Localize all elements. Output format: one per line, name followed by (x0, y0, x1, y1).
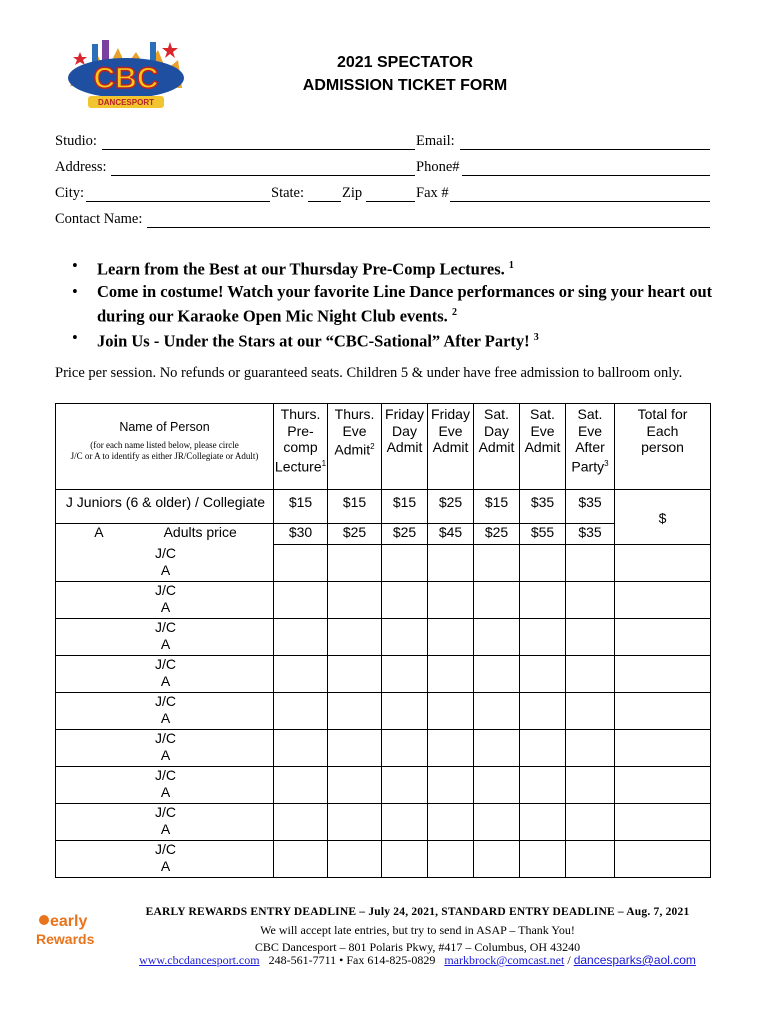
entry-name-cell[interactable] (56, 767, 274, 804)
price-cell: $25 (428, 490, 474, 524)
entry-session-cell[interactable] (474, 767, 520, 804)
entry-session-cell[interactable] (520, 619, 566, 656)
entry-session-cell[interactable] (274, 582, 328, 619)
state-field[interactable] (308, 185, 341, 202)
adult-option[interactable]: A (160, 636, 171, 652)
entry-session-cell[interactable] (274, 656, 328, 693)
jc-option[interactable]: J/C (155, 693, 176, 709)
price-cell: $35 (566, 524, 615, 545)
entry-session-cell[interactable] (274, 804, 328, 841)
adult-option[interactable]: A (160, 710, 171, 726)
entry-session-cell[interactable] (428, 767, 474, 804)
col-friday-eve: Friday Eve Admit (428, 404, 474, 490)
entry-total-cell[interactable] (615, 804, 711, 841)
adult-option[interactable]: A (160, 784, 171, 800)
price-cell: $45 (428, 524, 474, 545)
entry-session-cell[interactable] (382, 582, 428, 619)
entry-row (56, 730, 711, 767)
phone-label: Phone# (416, 159, 460, 175)
adult-option[interactable]: A (160, 673, 171, 689)
entry-session-cell[interactable] (274, 841, 328, 878)
entry-session-cell[interactable] (382, 619, 428, 656)
entry-total-cell[interactable] (615, 582, 711, 619)
entry-session-cell[interactable] (328, 656, 382, 693)
entry-session-cell[interactable] (428, 804, 474, 841)
entry-name-cell[interactable] (56, 693, 274, 730)
entry-session-cell[interactable] (428, 582, 474, 619)
entry-session-cell[interactable] (474, 582, 520, 619)
entry-session-cell[interactable] (520, 693, 566, 730)
contact-line (85, 953, 750, 968)
price-cell: $15 (474, 490, 520, 524)
contact-name-label: Contact Name: (55, 211, 143, 227)
name-header: Name of Person (for each name listed below, please circle J/C or A to identify as either JR/Collegiate or Adult) (56, 404, 274, 490)
entry-session-cell[interactable] (274, 693, 328, 730)
entry-session-cell[interactable] (474, 545, 520, 582)
price-cell: $55 (520, 524, 566, 545)
entry-total-cell[interactable] (615, 841, 711, 878)
entry-session-cell[interactable] (566, 656, 615, 693)
entry-session-cell[interactable] (382, 804, 428, 841)
entry-rows (56, 545, 711, 878)
entry-total-cell[interactable] (615, 767, 711, 804)
price-cell: $25 (474, 524, 520, 545)
entry-name-cell[interactable] (56, 582, 274, 619)
email-label: Email: (416, 133, 455, 149)
entry-session-cell[interactable] (474, 619, 520, 656)
entry-session-cell[interactable] (566, 841, 615, 878)
svg-text:early: early (50, 913, 88, 930)
zip-field[interactable] (366, 185, 415, 202)
price-cell: $15 (274, 490, 328, 524)
price-note: Price per session. No refunds or guaranteed seats. Children 5 & under have free admission to ballroom only. (55, 365, 683, 381)
entry-session-cell[interactable] (328, 619, 382, 656)
cbc-dancesport-logo (62, 38, 190, 110)
col-sat-day: Sat. Day Admit (474, 404, 520, 490)
entry-session-cell[interactable] (520, 841, 566, 878)
entry-session-cell[interactable] (566, 545, 615, 582)
entry-session-cell[interactable] (428, 693, 474, 730)
entry-session-cell[interactable] (520, 730, 566, 767)
adult-option[interactable]: A (160, 858, 171, 874)
entry-name-cell[interactable] (56, 545, 274, 582)
entry-session-cell[interactable] (428, 545, 474, 582)
entry-row (56, 656, 711, 693)
jc-option[interactable]: J/C (155, 767, 176, 783)
form-title-line1: 2021 SPECTATOR (336, 54, 474, 71)
entry-name-cell[interactable] (56, 841, 274, 878)
jc-option[interactable]: J/C (155, 544, 176, 561)
svg-text:Rewards: Rewards (36, 931, 95, 947)
entry-session-cell[interactable] (520, 767, 566, 804)
entry-session-cell[interactable] (382, 545, 428, 582)
phone-field[interactable] (462, 159, 710, 176)
entry-row (56, 619, 711, 656)
entry-total-cell[interactable] (615, 619, 711, 656)
price-cell: $15 (328, 490, 382, 524)
studio-label: Studio: (55, 133, 97, 149)
bullet-item: • Join Us - Under the Stars at our “CBC-Sational” After Party! $^3$ (72, 328, 539, 351)
form-title-line2: ADMISSION TICKET FORM (302, 77, 508, 94)
address-field[interactable] (111, 159, 415, 176)
entry-session-cell[interactable] (274, 767, 328, 804)
entry-session-cell[interactable] (328, 545, 382, 582)
entry-name-cell[interactable] (56, 804, 274, 841)
jc-option[interactable]: J/C (155, 804, 176, 820)
contact-fields (55, 133, 710, 237)
entry-total-cell[interactable] (615, 693, 711, 730)
address-label: Address: (55, 159, 107, 175)
separator: / (564, 953, 574, 967)
col-friday-day: Friday Day Admit (382, 404, 428, 490)
entry-session-cell[interactable] (382, 656, 428, 693)
jc-option[interactable]: J/C (155, 582, 176, 598)
total-cell[interactable]: $ (615, 490, 711, 545)
entry-session-cell[interactable] (566, 730, 615, 767)
col-total: Total for Each person (615, 404, 711, 490)
entry-session-cell[interactable] (428, 619, 474, 656)
email-link-2[interactable]: dancesparks@aol.com (573, 953, 696, 967)
entry-row (56, 767, 711, 804)
state-label: State: (271, 185, 305, 201)
entry-session-cell[interactable] (474, 730, 520, 767)
entry-session-cell[interactable] (328, 767, 382, 804)
entry-session-cell[interactable] (520, 656, 566, 693)
entry-session-cell[interactable] (520, 582, 566, 619)
entry-row (56, 804, 711, 841)
entry-row (56, 693, 711, 730)
entry-session-cell[interactable] (274, 619, 328, 656)
fax-field[interactable] (450, 185, 710, 202)
adult-option[interactable]: A (160, 561, 171, 578)
email-link-1[interactable]: markbrock@comcast.net (444, 953, 565, 967)
fax-label: Fax # (416, 185, 449, 201)
adult-option[interactable]: A (160, 821, 171, 837)
entry-row (56, 582, 711, 619)
adult-option[interactable]: A (160, 599, 171, 615)
entry-session-cell[interactable] (274, 730, 328, 767)
bullet-item: • Learn from the Best at our Thursday Pre-Comp Lectures. $^1$ (72, 256, 514, 279)
entry-total-cell[interactable] (615, 730, 711, 767)
col-thurs-eve: Thurs. Eve Admit$^2$ (328, 404, 382, 490)
entry-total-cell[interactable] (615, 656, 711, 693)
city-field[interactable] (86, 185, 270, 202)
entry-session-cell[interactable] (474, 656, 520, 693)
entry-name-cell[interactable] (56, 656, 274, 693)
bullet-item: • Come in costume! Watch your favorite Line Dance performances or sing your heart out during our Karaoke Open Mic Night Club events. $^2$ (72, 281, 713, 325)
late-entries-text: We will accept late entries, but try to send in ASAP – Thank You! (260, 923, 575, 937)
ticket-table (55, 403, 711, 878)
entry-session-cell[interactable] (474, 693, 520, 730)
entry-session-cell[interactable] (566, 619, 615, 656)
entry-session-cell[interactable] (566, 767, 615, 804)
entry-session-cell[interactable] (382, 730, 428, 767)
entry-session-cell[interactable] (274, 545, 328, 582)
entry-row (56, 545, 711, 582)
price-cell: $25 (328, 524, 382, 545)
entry-session-cell[interactable] (382, 767, 428, 804)
price-cell: $25 (382, 524, 428, 545)
svg-text:DANCESPORT: DANCESPORT (97, 98, 155, 107)
entry-session-cell[interactable] (474, 804, 520, 841)
junior-label: J Juniors (6 & older) / Collegiate (56, 490, 274, 524)
entry-session-cell[interactable] (520, 804, 566, 841)
jc-option[interactable]: J/C (155, 656, 176, 672)
entry-session-cell[interactable] (520, 545, 566, 582)
entry-session-cell[interactable] (382, 693, 428, 730)
col-thurs-precomp: Thurs. Pre- comp Lecture$^1$ (274, 404, 328, 490)
price-cell: $30 (274, 524, 328, 545)
entry-session-cell[interactable] (566, 693, 615, 730)
entry-session-cell[interactable] (328, 730, 382, 767)
contact-name-field[interactable] (147, 211, 710, 228)
adult-option[interactable]: A (160, 747, 171, 763)
entry-session-cell[interactable] (328, 693, 382, 730)
entry-name-cell[interactable] (56, 619, 274, 656)
price-cell: $35 (520, 490, 566, 524)
jc-option[interactable]: J/C (155, 619, 176, 635)
entry-session-cell[interactable] (428, 656, 474, 693)
address-text: CBC Dancesport – 801 Polaris Pkwy, #417 – Columbus, OH 43240 (254, 940, 581, 954)
studio-field[interactable] (102, 133, 415, 150)
entry-total-cell[interactable] (615, 545, 711, 582)
email-field[interactable] (460, 133, 710, 150)
entry-session-cell[interactable] (566, 804, 615, 841)
jc-option[interactable]: J/C (155, 841, 176, 857)
junior-price-row (56, 490, 711, 524)
entry-session-cell[interactable] (566, 582, 615, 619)
entry-session-cell[interactable] (328, 804, 382, 841)
jc-option[interactable]: J/C (155, 730, 176, 746)
website-link[interactable]: www.cbcdancesport.com (139, 953, 260, 967)
entry-session-cell[interactable] (428, 841, 474, 878)
price-cell: $15 (382, 490, 428, 524)
entry-row (56, 841, 711, 878)
adult-price-row (56, 524, 711, 545)
event-bullets (72, 255, 732, 353)
entry-name-cell[interactable] (56, 730, 274, 767)
entry-session-cell[interactable] (328, 841, 382, 878)
deadline-text: EARLY REWARDS ENTRY DEADLINE – July 24, 2021, STANDARD ENTRY DEADLINE – Aug. 7, 2021 (145, 906, 690, 918)
entry-session-cell[interactable] (428, 730, 474, 767)
col-sat-eve: Sat. Eve Admit (520, 404, 566, 490)
adult-label: A Adults price (56, 524, 274, 545)
zip-label: Zip (342, 185, 363, 201)
entry-session-cell[interactable] (474, 841, 520, 878)
entry-session-cell[interactable] (382, 841, 428, 878)
col-sat-after-party: Sat. Eve After Party$^3$ (566, 404, 615, 490)
entry-session-cell[interactable] (328, 582, 382, 619)
city-label: City: (55, 185, 85, 201)
phone-fax-text: 248-561-7711 • Fax 614-825-0829 (268, 953, 436, 967)
svg-text:CBC: CBC (93, 62, 159, 95)
price-cell: $35 (566, 490, 615, 524)
